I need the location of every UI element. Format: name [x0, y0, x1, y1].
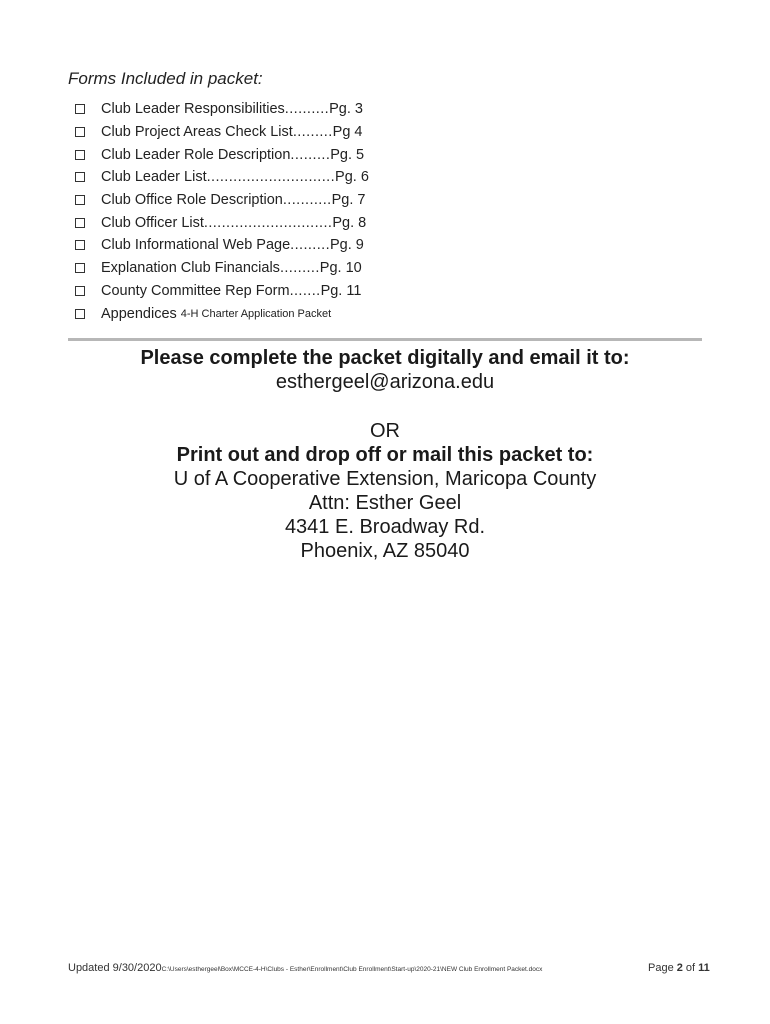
- page-current: 2: [676, 962, 683, 974]
- form-page: Pg. 11: [320, 282, 362, 299]
- list-item: [75, 280, 369, 303]
- updated-date: Updated 9/30/2020: [68, 962, 162, 974]
- leader-dots: .........: [279, 260, 320, 277]
- list-item: [75, 143, 369, 166]
- form-name: Club Office Role Description: [101, 192, 283, 209]
- leader-dots: .........: [290, 237, 331, 254]
- leader-dots: .............................: [206, 169, 336, 186]
- form-name: County Committee Rep Form: [101, 282, 290, 299]
- form-name: Explanation Club Financials: [101, 260, 280, 277]
- list-item: [75, 189, 369, 212]
- page-total: 11: [698, 962, 710, 974]
- checkbox[interactable]: [75, 263, 85, 273]
- checkbox[interactable]: [75, 104, 85, 114]
- form-name: Club Leader Responsibilities: [101, 101, 285, 118]
- leader-dots: .........: [290, 146, 331, 163]
- form-page: Pg. 9: [330, 237, 364, 254]
- address-line: U of A Cooperative Extension, Maricopa County: [173, 468, 597, 490]
- checkbox[interactable]: [75, 127, 85, 137]
- form-page: Pg. 8: [332, 214, 367, 231]
- address-line: Phoenix, AZ 85040: [300, 540, 470, 562]
- leader-dots: .........: [292, 124, 333, 141]
- email-address[interactable]: esthergeel@arizona.edu: [275, 371, 495, 393]
- list-item: [75, 98, 369, 121]
- form-page: Pg. 7: [331, 192, 366, 209]
- appendix-name: Appendices: [101, 305, 177, 322]
- checkbox[interactable]: [75, 240, 85, 250]
- form-name: Club Leader List: [101, 169, 207, 186]
- leader-dots: ...........: [282, 192, 332, 209]
- list-item: [75, 211, 369, 234]
- forms-heading: Forms Included in packet:: [68, 69, 263, 88]
- page-mid: of: [682, 962, 699, 974]
- list-item: [75, 302, 369, 325]
- checkbox[interactable]: [75, 150, 85, 160]
- list-item: [75, 166, 369, 189]
- form-name: Club Project Areas Check List: [101, 124, 293, 141]
- form-name: Club Informational Web Page: [101, 237, 291, 254]
- checkbox[interactable]: [75, 286, 85, 296]
- list-item: [75, 234, 369, 257]
- leader-dots: ..........: [284, 101, 330, 118]
- checkbox[interactable]: [75, 218, 85, 228]
- address-line: 4341 E. Broadway Rd.: [284, 516, 486, 538]
- list-item: [75, 257, 369, 280]
- leader-dots: .......: [289, 282, 321, 299]
- print-heading: Print out and drop off or mail this packet to:: [176, 444, 594, 466]
- list-item: [75, 121, 369, 144]
- or-separator: OR: [370, 420, 400, 442]
- form-page: Pg. 3: [329, 101, 363, 118]
- page-number: [648, 962, 710, 974]
- mail-instructions: [0, 419, 770, 563]
- appendix-note: 4-H Charter Application Packet: [180, 307, 332, 320]
- form-page: Pg. 6: [335, 169, 369, 186]
- form-page: Pg 4: [332, 124, 363, 141]
- form-name: Club Officer List: [101, 214, 204, 231]
- checkbox[interactable]: [75, 172, 85, 182]
- file-path: C:\Users\esthergeel\Box\MCCE-4-H\Clubs - Esther\Enrollment\Club Enrollment\Start-up\2020-21\NEW Club Enrollment Packet.docx: [161, 966, 543, 973]
- digital-instructions: [0, 346, 770, 394]
- form-name: Club Leader Role Description: [101, 146, 291, 163]
- checkbox[interactable]: [75, 195, 85, 205]
- footer-updated: [68, 962, 542, 974]
- digital-heading: Please complete the packet digitally and email it to:: [140, 347, 630, 369]
- form-page: Pg. 5: [330, 146, 365, 163]
- page-prefix: Page: [648, 962, 677, 974]
- forms-list: [75, 98, 369, 325]
- leader-dots: .............................: [203, 214, 333, 231]
- address-line: Attn: Esther Geel: [308, 492, 462, 514]
- checkbox[interactable]: [75, 309, 85, 319]
- divider: [68, 338, 702, 341]
- form-page: Pg. 10: [319, 260, 362, 277]
